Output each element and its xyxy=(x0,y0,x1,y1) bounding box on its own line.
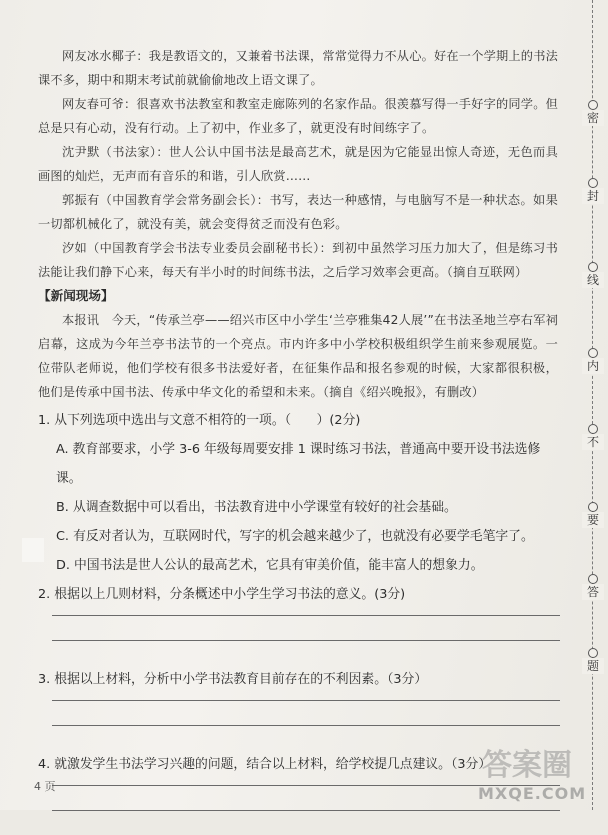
question-2 xyxy=(38,580,558,641)
question-2-answer-area[interactable] xyxy=(52,615,558,641)
seal-char: 题 xyxy=(582,658,604,674)
seal-char: 要 xyxy=(582,512,604,528)
page-footer: 4 页 xyxy=(34,780,56,793)
site-watermark xyxy=(470,740,587,806)
seal-circle-icon xyxy=(588,648,598,658)
question-1-stem: 1. 从下列选项中选出与文意不相符的一项。（ ）(2分) xyxy=(38,413,361,428)
material-paragraph-1: 网友冰水椰子：我是教语文的，又兼着书法课，常常觉得力不从心。好在一个学期上的书法课不多，期中和期末考试前就偷偷地改上语文课了。 xyxy=(38,49,558,87)
answer-line xyxy=(52,640,560,641)
question-1 xyxy=(38,406,558,580)
question-1-option-c: C. 有反对者认为，互联网时代，写字的机会越来越少了，也就没有必要学毛笔字了。 xyxy=(56,529,534,544)
seal-margin xyxy=(578,0,608,810)
seal-char: 答 xyxy=(582,584,604,600)
seal-circle-icon xyxy=(588,262,598,272)
material-paragraph-5: 汐如（中国教育学会书法专业委员会副秘书长）：到初中虽然学习压力加大了，但是练习书法能让我们静下心来，每天有半小时的时间练书法，之后学习效率会更高。（摘自互联网） xyxy=(38,241,558,279)
question-3 xyxy=(38,665,558,726)
seal-mark xyxy=(582,348,604,374)
seal-mark xyxy=(582,648,604,674)
seal-circle-icon xyxy=(588,502,598,512)
answer-line xyxy=(52,700,560,701)
material-paragraph-2: 网友春可爷：很喜欢书法教室和教室走廊陈列的名家作品。很羡慕写得一手好字的同学。但总是只有心动，没有行动。上了初中，作业多了，就更没有时间练字了。 xyxy=(38,97,558,135)
question-1-option-d: D. 中国书法是世人公认的最高艺术，它具有审美价值，能丰富人的想象力。 xyxy=(56,558,484,573)
watermark-logo-text: 答案圈 xyxy=(482,748,572,783)
seal-circle-icon xyxy=(588,100,598,110)
seal-char: 封 xyxy=(582,188,604,204)
seal-char: 密 xyxy=(582,110,604,126)
seal-char: 不 xyxy=(582,434,604,450)
page-content xyxy=(38,44,558,835)
seal-mark xyxy=(582,574,604,600)
seal-circle-icon xyxy=(588,424,598,434)
seal-mark xyxy=(582,424,604,450)
seal-mark xyxy=(582,262,604,288)
question-4-stem: 4. 就激发学生书法学习兴趣的问题，结合以上材料，给学校提几点建议。（3分） xyxy=(38,757,492,772)
question-2-stem: 2. 根据以上几则材料，分条概述中小学生学习书法的意义。(3分) xyxy=(38,587,406,602)
seal-char: 线 xyxy=(582,272,604,288)
seal-mark xyxy=(582,502,604,528)
answer-line xyxy=(52,810,560,811)
question-1-option-a: A. 教育部要求，小学 3-6 年级每周要安排 1 课时练习书法，普通高中要开设书法选修课。 xyxy=(56,442,541,486)
watermark-url-text: MXQE.COM xyxy=(478,784,587,803)
seal-circle-icon xyxy=(588,574,598,584)
seal-circle-icon xyxy=(588,348,598,358)
material-paragraph-3: 沈尹默（书法家）：世人公认中国书法是最高艺术，就是因为它能显出惊人奇迹，无色而具画图的灿烂，无声而有音乐的和谐，引人欣赏…… xyxy=(38,145,558,183)
paper-smudge xyxy=(22,538,44,562)
seal-mark xyxy=(582,100,604,126)
question-1-option-b: B. 从调查数据中可以看出，书法教育进中小学课堂有较好的社会基础。 xyxy=(56,500,457,515)
question-3-stem: 3. 根据以上材料，分析中小学书法教育目前存在的不利因素。（3分） xyxy=(38,672,428,687)
question-3-answer-area[interactable] xyxy=(52,700,558,726)
answer-line xyxy=(52,725,560,726)
answer-line xyxy=(52,615,560,616)
news-section-tag: 【新闻现场】 xyxy=(38,288,114,303)
news-paragraph: 本报讯 今天，“传承兰亭——绍兴市区中小学生‘兰亭雅集42人展’”在书法圣地兰亭右军祠启幕，这成为今年兰亭书法节的一个亮点。市内许多中小学校积极组织学生前来参观展览。一位带队老师说，他们学校有很多书法爱好者，在征集作品和报名参观的时候，大家都很积极，他们是传承中国书法、传承中华文化的希望和未来。（摘自《绍兴晚报》，有删改） xyxy=(38,313,558,399)
seal-mark xyxy=(582,178,604,204)
seal-char: 内 xyxy=(582,358,604,374)
seal-circle-icon xyxy=(588,178,598,188)
material-paragraph-4: 郭振有（中国教育学会常务副会长）：书写，表达一种感情，与电脑写不是一种状态。如果一切都机械化了，就没有美，就会变得贫乏而没有色彩。 xyxy=(38,193,558,231)
